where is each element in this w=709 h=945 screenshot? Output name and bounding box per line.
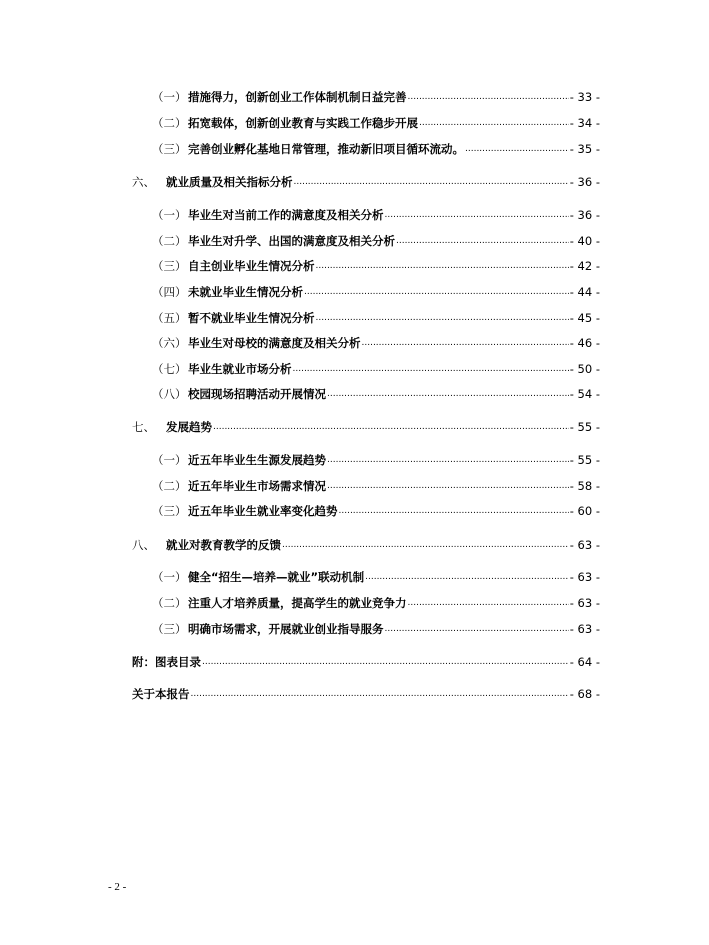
toc-entry-title: 近五年毕业生生源发展趋势: [188, 453, 326, 467]
dot-leader: [316, 260, 569, 270]
toc-entry[interactable]: [152, 386, 600, 402]
toc-entry-number: 八、: [132, 538, 155, 552]
toc-entry[interactable]: [152, 361, 600, 377]
dot-leader: [327, 388, 569, 398]
toc-entry[interactable]: [152, 335, 600, 351]
toc-entry-title: 暂不就业毕业生情况分析: [188, 311, 315, 325]
toc-entry-page: - 33 -: [569, 90, 600, 104]
toc-entry-page: - 55 -: [569, 420, 600, 434]
toc-entry[interactable]: [152, 621, 600, 637]
toc-entry[interactable]: [152, 310, 600, 326]
toc-entry-title: 附：图表目录: [132, 655, 201, 669]
toc-entry-page: - 55 -: [569, 453, 600, 467]
toc-entry[interactable]: [152, 284, 600, 300]
toc-entry-page: - 63 -: [569, 538, 600, 552]
dot-leader: [465, 143, 569, 153]
dot-leader: [408, 597, 569, 607]
toc-entry-number: （二）: [152, 116, 187, 130]
toc-chapter-entry[interactable]: [132, 174, 600, 190]
toc-entry-title: 发展趋势: [166, 420, 212, 434]
toc-entry-page: - 36 -: [569, 175, 600, 189]
toc-entry[interactable]: [152, 569, 600, 585]
dot-leader: [202, 656, 569, 666]
toc-entry-page: - 64 -: [569, 655, 600, 669]
toc-entry-title: 毕业生对母校的满意度及相关分析: [188, 336, 361, 350]
toc-entry-page: - 63 -: [569, 596, 600, 610]
toc-entry-number: （二）: [152, 234, 187, 248]
toc-appendix-entry[interactable]: [132, 654, 600, 670]
toc-entry-page: - 68 -: [569, 687, 600, 701]
toc-entry-number: （一）: [152, 570, 187, 584]
toc-entry-title: 毕业生对升学、出国的满意度及相关分析: [188, 234, 395, 248]
toc-entry-page: - 63 -: [569, 622, 600, 636]
dot-leader: [191, 688, 569, 698]
dot-leader: [282, 539, 569, 549]
toc-entry-number: 七、: [132, 420, 155, 434]
toc-entry-number: （四）: [152, 285, 187, 299]
toc-entry[interactable]: [152, 233, 600, 249]
toc-entry-number: 六、: [132, 175, 155, 189]
dot-leader: [304, 286, 569, 296]
toc-entry-number: （三）: [152, 504, 187, 518]
toc-entry[interactable]: [152, 207, 600, 223]
dot-leader: [327, 454, 569, 464]
toc-entry-title: 未就业毕业生情况分析: [188, 285, 303, 299]
toc-entry-page: - 58 -: [569, 479, 600, 493]
toc-entry[interactable]: [152, 503, 600, 519]
toc-entry-page: - 60 -: [569, 504, 600, 518]
toc-entry[interactable]: [152, 595, 600, 611]
dot-leader: [385, 623, 569, 633]
toc-entry-page: - 45 -: [569, 311, 600, 325]
toc-entry-page: - 46 -: [569, 336, 600, 350]
toc-entry-title: 关于本报告: [132, 687, 190, 701]
dot-leader: [419, 117, 569, 127]
dot-leader: [293, 363, 569, 373]
toc-entry-number: （六）: [152, 336, 187, 350]
toc-entry[interactable]: [152, 452, 600, 468]
dot-leader: [396, 235, 569, 245]
toc-entry-page: - 54 -: [569, 387, 600, 401]
toc-entry-title: 措施得力，创新创业工作体制机制日益完善: [188, 90, 407, 104]
toc-entry-page: - 36 -: [569, 208, 600, 222]
dot-leader: [339, 505, 569, 515]
toc-entry[interactable]: [152, 258, 600, 274]
dot-leader: [365, 571, 569, 581]
toc-entry[interactable]: [152, 115, 600, 131]
toc-entry-title: 自主创业毕业生情况分析: [188, 259, 315, 273]
toc-entry-title: 明确市场需求，开展就业创业指导服务: [188, 622, 384, 636]
dot-leader: [327, 480, 569, 490]
toc-entry-title: 近五年毕业生就业率变化趋势: [188, 504, 338, 518]
toc-entry-number: （七）: [152, 362, 187, 376]
toc-entry-page: - 50 -: [569, 362, 600, 376]
toc-entry-title: 毕业生对当前工作的满意度及相关分析: [188, 208, 384, 222]
dot-leader: [213, 421, 569, 431]
toc-entry-number: （八）: [152, 387, 187, 401]
toc-chapter-entry[interactable]: [132, 537, 600, 553]
toc-entry-number: （一）: [152, 208, 187, 222]
toc-entry[interactable]: [152, 478, 600, 494]
toc-entry-title: 毕业生就业市场分析: [188, 362, 292, 376]
toc-entry-page: - 44 -: [569, 285, 600, 299]
toc-entry-number: （二）: [152, 596, 187, 610]
page-number-footer: - 2 -: [108, 881, 127, 893]
dot-leader: [385, 209, 569, 219]
toc-chapter-entry[interactable]: [132, 419, 600, 435]
toc-entry-page: - 63 -: [569, 570, 600, 584]
toc-entry-number: （二）: [152, 479, 187, 493]
dot-leader: [316, 312, 569, 322]
toc-entry-page: - 35 -: [569, 142, 600, 156]
toc-entry[interactable]: [152, 89, 600, 105]
toc-entry-title: 健全“招生—培养—就业”联动机制: [188, 570, 365, 584]
toc-entry-title: 就业质量及相关指标分析: [166, 175, 293, 189]
toc-entry-page: - 40 -: [569, 234, 600, 248]
dot-leader: [362, 337, 569, 347]
toc-entry-number: （三）: [152, 622, 187, 636]
toc-entry-title: 完善创业孵化基地日常管理，推动新旧项目循环流动。: [188, 142, 464, 156]
toc-entry-page: - 34 -: [569, 116, 600, 130]
dot-leader: [294, 176, 569, 186]
toc-entry-title: 校园现场招聘活动开展情况: [188, 387, 326, 401]
toc-entry-number: （五）: [152, 311, 187, 325]
toc-entry-number: （一）: [152, 453, 187, 467]
toc-entry-number: （三）: [152, 142, 187, 156]
toc-entry-title: 注重人才培养质量，提高学生的就业竞争力: [188, 596, 407, 610]
toc-entry-number: （三）: [152, 259, 187, 273]
toc-entry-page: - 42 -: [569, 259, 600, 273]
toc-entry-title: 就业对教育教学的反馈: [166, 538, 281, 552]
toc-entry-number: （一）: [152, 90, 187, 104]
toc-about-entry[interactable]: [132, 686, 600, 702]
toc-entry-title: 拓宽载体，创新创业教育与实践工作稳步开展: [188, 116, 418, 130]
toc-entry-title: 近五年毕业生市场需求情况: [188, 479, 326, 493]
toc-entry[interactable]: [152, 141, 600, 157]
dot-leader: [408, 91, 569, 101]
